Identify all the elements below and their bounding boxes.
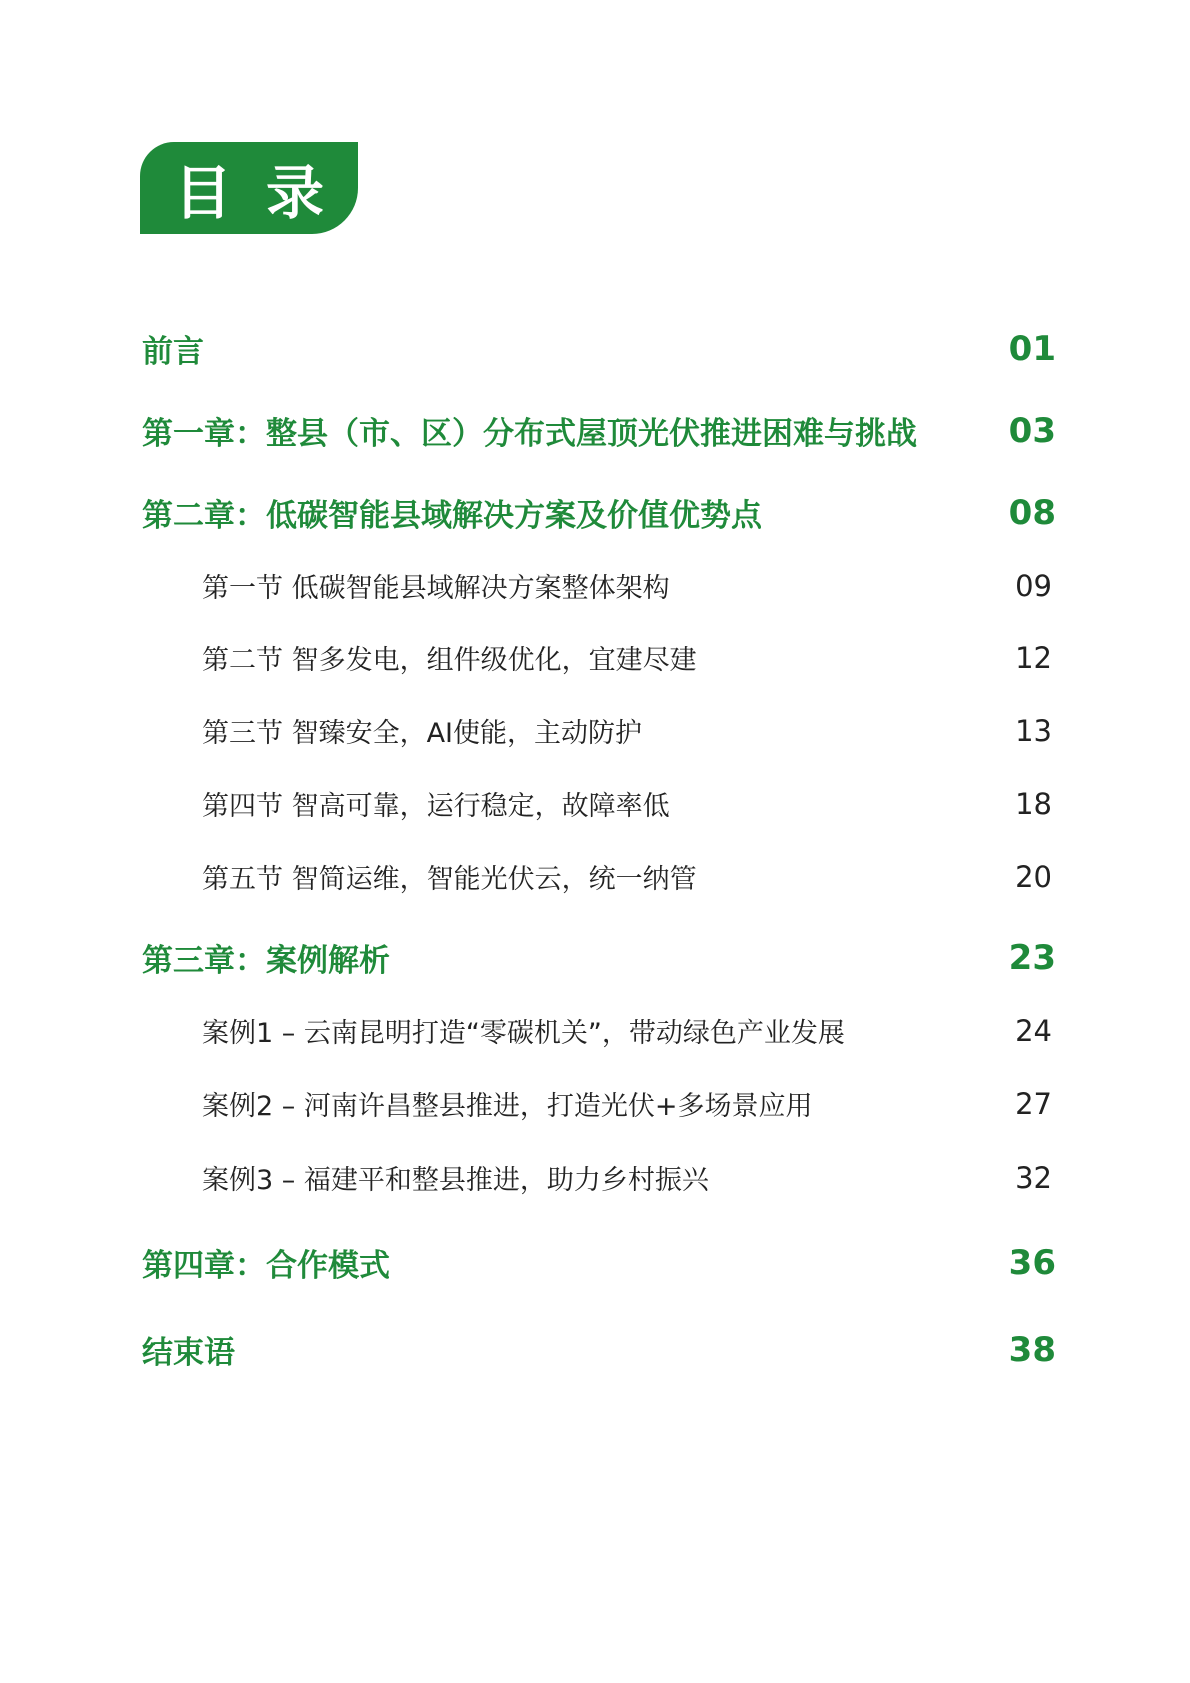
- toc-entry-closing[interactable]: [142, 1327, 1056, 1372]
- toc-entry-label: 结束语: [142, 1335, 235, 1371]
- toc-entry-page: 24: [1015, 1013, 1052, 1048]
- toc-entry-page: 38: [1008, 1329, 1056, 1370]
- toc-entry-label: 第四节 智高可靠，运行稳定，故障率低: [202, 791, 670, 822]
- toc-entry-preface[interactable]: [142, 326, 1056, 371]
- toc-title-char-2: 录: [266, 159, 359, 227]
- toc-entry-chapter-2-section-2[interactable]: [202, 638, 1052, 677]
- toc-entry-chapter-4[interactable]: [142, 1240, 1056, 1285]
- toc-entry-label: 第一节 低碳智能县域解决方案整体架构: [202, 573, 670, 604]
- toc-entry-chapter-2[interactable]: [142, 490, 1056, 535]
- toc-entry-page: 12: [1015, 640, 1052, 675]
- toc-entry-page: 09: [1015, 568, 1052, 603]
- toc-entry-chapter-3-case-1[interactable]: [202, 1011, 1052, 1050]
- toc-entry-page: 32: [1015, 1160, 1052, 1195]
- toc-entry-label: 第一章：整县（市、区）分布式屋顶光伏推进困难与挑战: [142, 416, 917, 452]
- toc-entry-label: 案例2 – 河南许昌整县推进，打造光伏+多场景应用: [202, 1091, 813, 1122]
- toc-entry-label: 案例1 – 云南昆明打造“零碳机关”，带动绿色产业发展: [202, 1018, 845, 1049]
- toc-entry-page: 20: [1015, 859, 1052, 894]
- toc-title: [140, 142, 358, 234]
- toc-title-char-1: 目: [174, 159, 267, 227]
- toc-entry-page: 03: [1008, 410, 1056, 451]
- toc-entry-page: 23: [1008, 937, 1056, 978]
- toc-entry-chapter-3-case-3[interactable]: [202, 1158, 1052, 1197]
- toc-entry-chapter-1[interactable]: [142, 408, 1056, 453]
- toc-entry-page: 18: [1015, 786, 1052, 821]
- toc-entry-label: 第三节 智臻安全，AI使能，主动防护: [202, 718, 643, 749]
- toc-entry-chapter-3[interactable]: [142, 935, 1056, 980]
- toc-entry-label: 第三章：案例解析: [142, 943, 390, 979]
- toc-entry-label: 第二节 智多发电，组件级优化，宜建尽建: [202, 645, 697, 676]
- toc-entry-label: 前言: [142, 334, 204, 370]
- toc-entry-page: 01: [1008, 328, 1056, 369]
- toc-entry-chapter-2-section-3[interactable]: [202, 711, 1052, 750]
- toc-entry-page: 13: [1015, 713, 1052, 748]
- toc-entry-label: 案例3 – 福建平和整县推进，助力乡村振兴: [202, 1165, 709, 1196]
- toc-entry-chapter-2-section-4[interactable]: [202, 784, 1052, 823]
- toc-entry-chapter-2-section-5[interactable]: [202, 857, 1052, 896]
- toc-entry-page: 08: [1008, 492, 1056, 533]
- toc-entry-label: 第五节 智简运维，智能光伏云，统一纳管: [202, 864, 697, 895]
- toc-entry-page: 36: [1008, 1242, 1056, 1283]
- toc-entry-page: 27: [1015, 1086, 1052, 1121]
- toc-title-badge: [140, 142, 358, 234]
- toc-entry-chapter-2-section-1[interactable]: [202, 566, 1052, 605]
- toc-entry-label: 第四章：合作模式: [142, 1248, 390, 1284]
- toc-entry-chapter-3-case-2[interactable]: [202, 1084, 1052, 1123]
- toc-entry-label: 第二章：低碳智能县域解决方案及价值优势点: [142, 498, 762, 534]
